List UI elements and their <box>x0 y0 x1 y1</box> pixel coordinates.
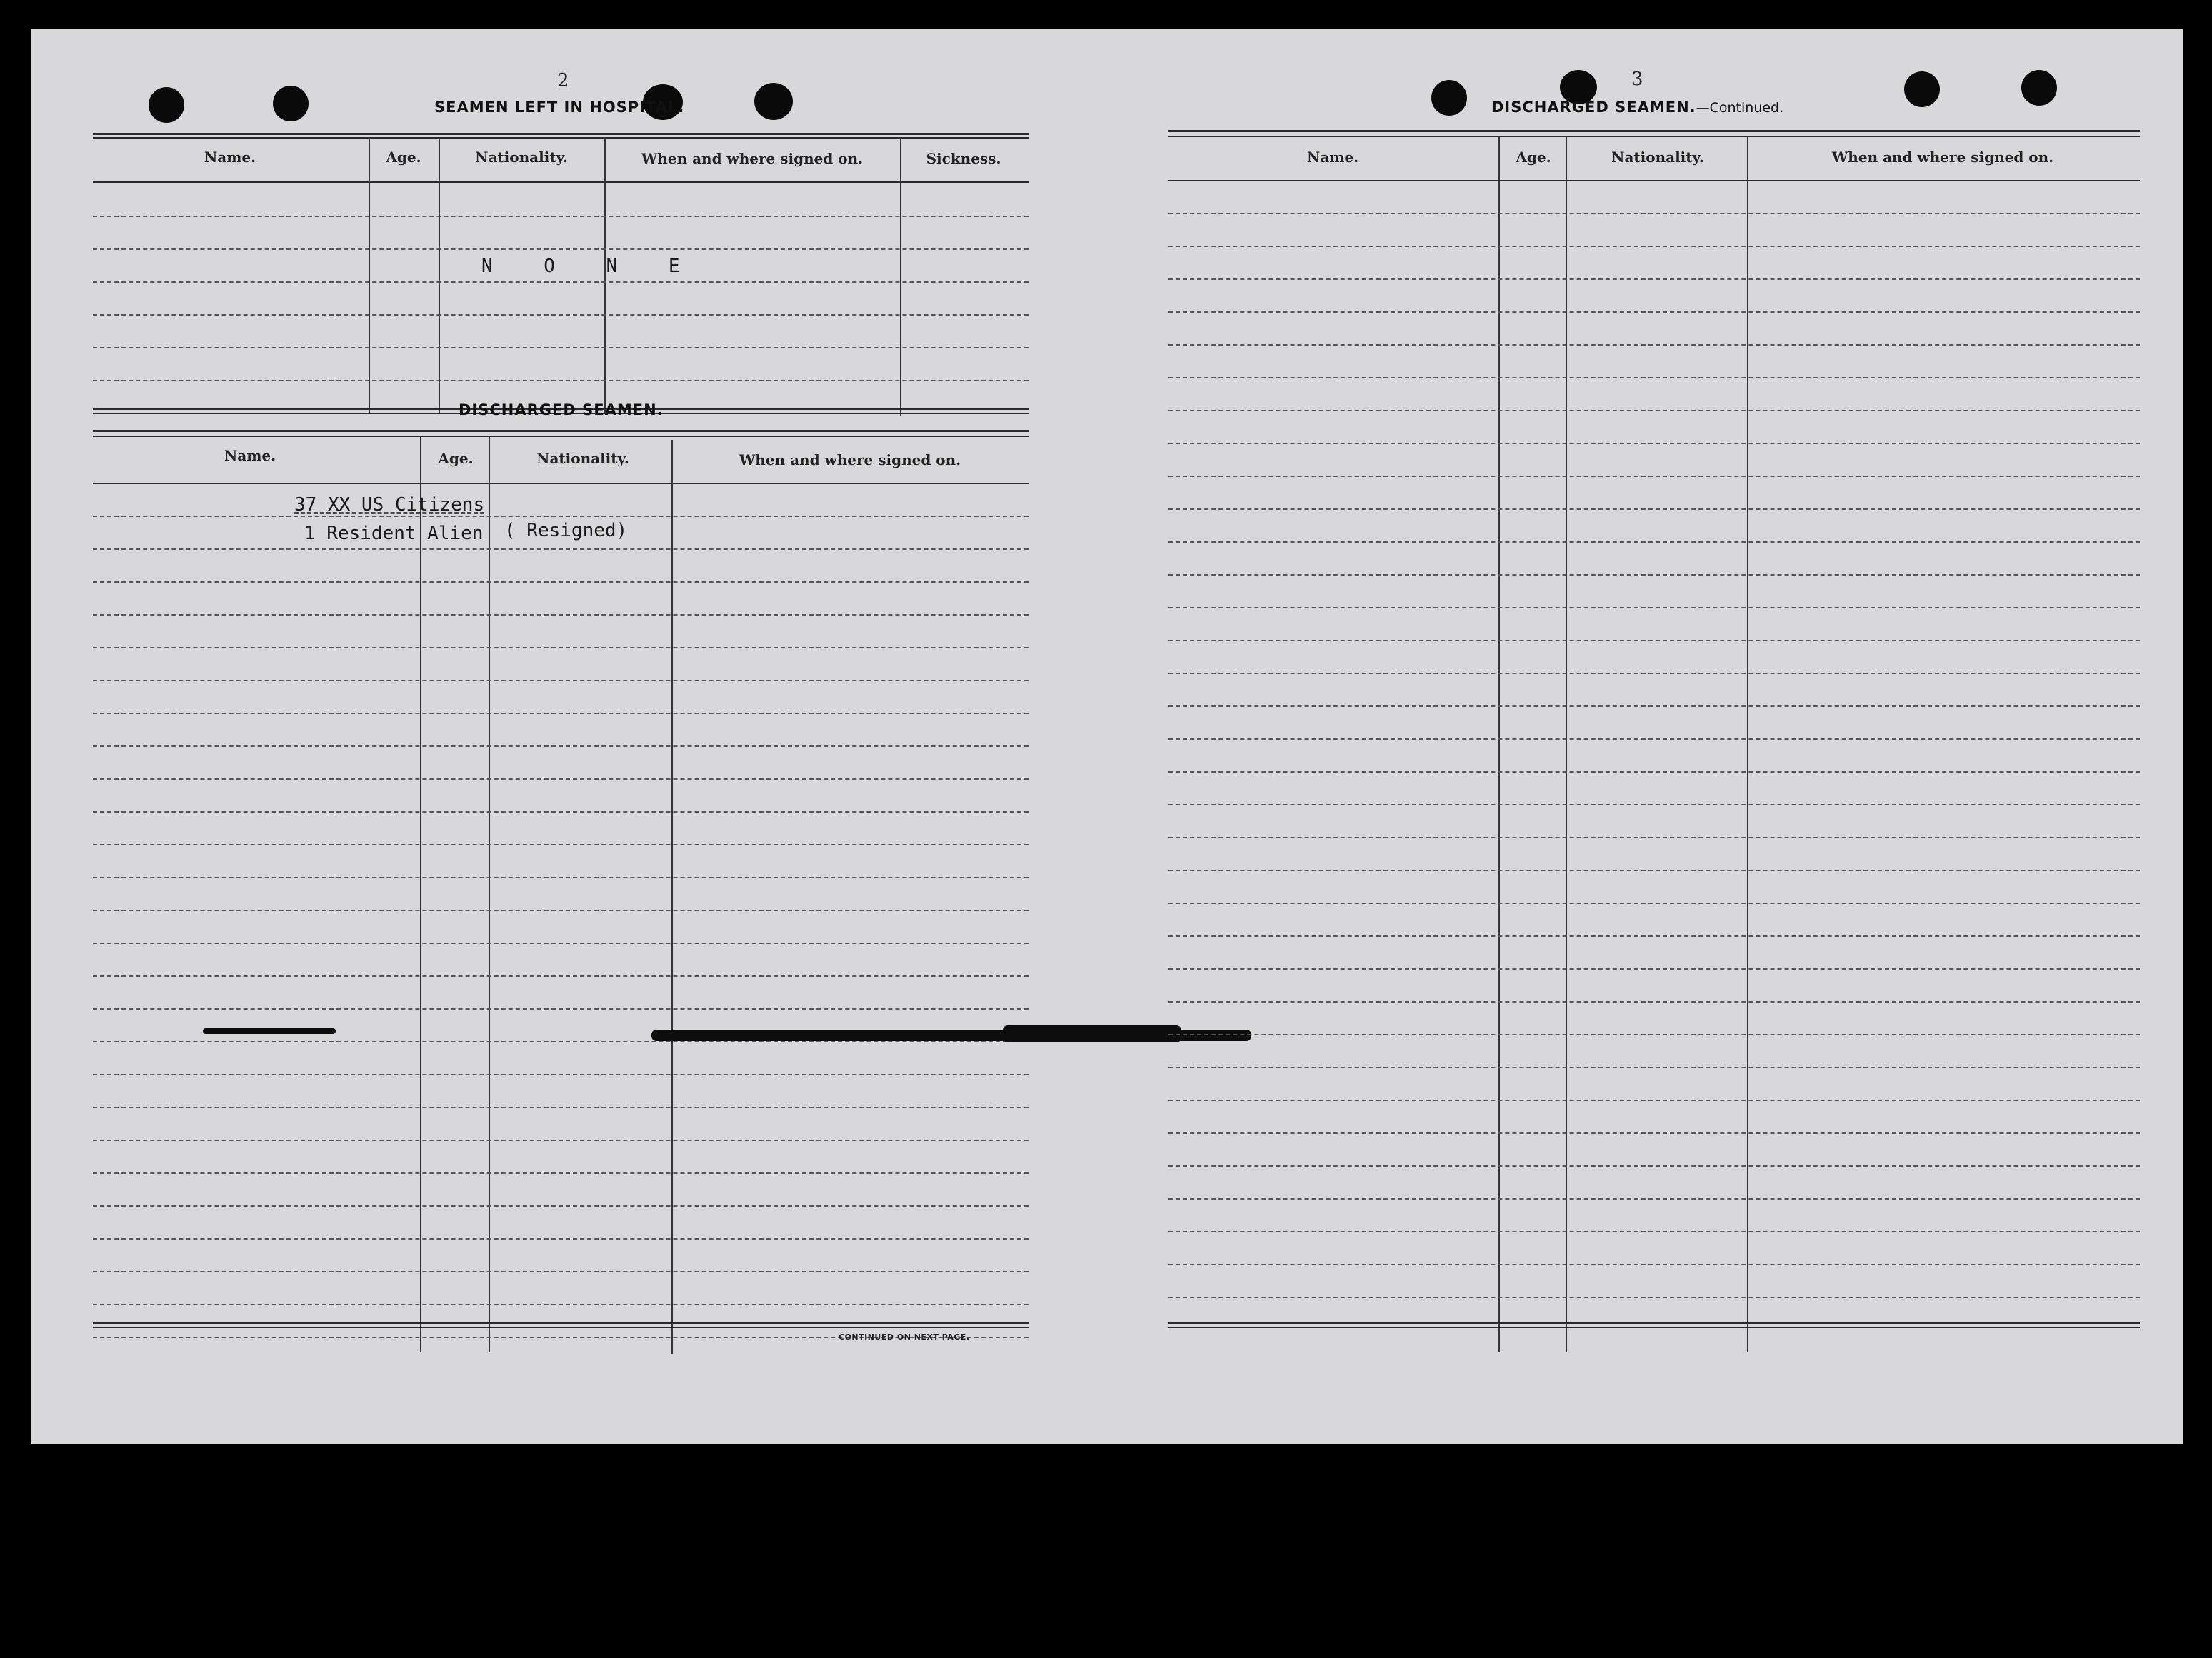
binding-smudge <box>203 1028 336 1034</box>
column-header-signed-on: When and where signed on. <box>1831 149 2054 166</box>
ruled-line <box>1168 738 2140 740</box>
punch-hole <box>149 87 184 123</box>
ruled-line <box>1168 278 2140 280</box>
ruled-line <box>1168 640 2140 641</box>
ruled-line <box>1168 1264 2140 1265</box>
ruled-line <box>1168 1132 2140 1134</box>
ruled-line <box>93 1041 1029 1042</box>
ruled-line <box>1168 837 2140 838</box>
column-divider <box>369 137 370 413</box>
binding-smudge <box>1003 1025 1181 1042</box>
ruled-line <box>93 614 1029 616</box>
ruled-line <box>1168 541 2140 543</box>
punch-hole <box>754 83 793 120</box>
discharged-section-title: DISCHARGED SEAMEN. <box>459 401 664 418</box>
ruled-line <box>1168 574 2140 576</box>
rule <box>1168 180 2140 181</box>
ruled-line <box>1168 935 2140 937</box>
column-header-age: Age. <box>1516 149 1551 166</box>
ruled-line <box>1168 311 2140 313</box>
punch-hole <box>2021 70 2057 106</box>
ruled-line <box>1168 771 2140 773</box>
ruled-line <box>93 1074 1029 1075</box>
ruled-line <box>93 1205 1029 1207</box>
page-number: 3 <box>1631 69 1643 90</box>
ruled-line <box>1168 344 2140 346</box>
ruled-line <box>93 1271 1029 1272</box>
ruled-line <box>93 778 1029 780</box>
column-header-sickness: Sickness. <box>926 150 1001 167</box>
ruled-line <box>93 1008 1029 1010</box>
ruled-line <box>1168 508 2140 510</box>
form-sheet <box>31 29 2183 1444</box>
column-header-age: Age. <box>386 149 421 166</box>
column-header-signed-on: When and where signed on. <box>739 451 961 468</box>
ruled-line <box>93 647 1029 648</box>
ruled-line <box>1168 968 2140 970</box>
ruled-line <box>93 1140 1029 1141</box>
column-divider <box>1566 136 1567 1352</box>
ruled-line <box>1168 476 2140 477</box>
ruled-line <box>93 281 1029 283</box>
column-header-nationality: Nationality. <box>536 450 629 467</box>
column-header-nationality: Nationality. <box>1611 149 1704 166</box>
continued-note: CONTINUED ON NEXT PAGE. <box>839 1332 970 1342</box>
ruled-line <box>1168 377 2140 378</box>
hospital-section-title: SEAMEN LEFT IN HOSPITAL. <box>434 99 685 116</box>
column-divider <box>900 137 901 416</box>
discharged-continued-title <box>1491 99 1783 116</box>
ruled-line <box>93 745 1029 747</box>
column-header-name: Name. <box>1306 149 1359 166</box>
ruled-line <box>93 1304 1029 1305</box>
column-divider <box>1498 136 1500 1352</box>
title-suffix: —Continued. <box>1696 100 1784 116</box>
rule <box>1168 1322 2140 1324</box>
ruled-line <box>1168 673 2140 674</box>
column-header-nationality: Nationality. <box>475 149 568 166</box>
rule <box>93 1322 1029 1324</box>
column-divider <box>489 437 490 1352</box>
ruled-line <box>93 910 1029 911</box>
ruled-line <box>1168 443 2140 444</box>
column-divider <box>671 440 673 1354</box>
rule <box>1168 1327 2140 1328</box>
ruled-line <box>93 1172 1029 1174</box>
column-header-name: Name. <box>224 447 276 464</box>
page-number: 2 <box>557 70 569 91</box>
ruled-line <box>93 1107 1029 1108</box>
ruled-line <box>93 314 1029 316</box>
ruled-line <box>1168 1231 2140 1232</box>
ruled-line <box>1168 804 2140 805</box>
ruled-line <box>93 216 1029 217</box>
rule <box>93 436 1029 437</box>
ruled-line <box>1168 1198 2140 1200</box>
ruled-line <box>1168 1297 2140 1298</box>
typed-entry-us-citizens: 37 XX US Citizens <box>294 494 485 516</box>
rule <box>1168 130 2140 132</box>
rule <box>1168 136 2140 137</box>
column-divider <box>420 437 421 1352</box>
rule <box>93 1327 1029 1328</box>
ruled-line <box>93 248 1029 250</box>
ruled-line <box>93 581 1029 583</box>
punch-hole <box>273 86 309 121</box>
ruled-line <box>93 713 1029 714</box>
ruled-line <box>1168 1165 2140 1167</box>
ruled-line <box>93 516 1029 517</box>
ruled-line <box>1168 705 2140 707</box>
ruled-line <box>93 877 1029 878</box>
typed-none-entry: N O N E <box>481 256 700 277</box>
rule <box>93 181 1029 183</box>
ruled-line <box>93 1238 1029 1240</box>
rule <box>93 483 1029 484</box>
punch-hole <box>1904 71 1940 107</box>
ruled-line <box>1168 213 2140 214</box>
ruled-line <box>1168 1034 2140 1035</box>
punch-hole <box>1431 80 1467 116</box>
ruled-line <box>1168 1001 2140 1003</box>
ruled-line <box>93 380 1029 381</box>
column-divider <box>439 137 440 413</box>
typed-entry-resident-alien: 1 Resident Alien <box>304 523 484 544</box>
ruled-line <box>1168 410 2140 411</box>
column-header-age: Age. <box>438 450 474 467</box>
ruled-line <box>93 975 1029 977</box>
title-text: DISCHARGED SEAMEN. <box>1491 99 1696 116</box>
ruled-line <box>1168 903 2140 904</box>
ruled-line <box>93 844 1029 845</box>
ruled-line <box>1168 607 2140 608</box>
column-divider <box>1747 136 1748 1352</box>
ruled-line <box>93 943 1029 944</box>
column-header-name: Name. <box>204 149 256 166</box>
rule <box>93 430 1029 432</box>
rule <box>93 133 1029 135</box>
ruled-line <box>93 347 1029 348</box>
typed-entry-resigned: ( Resigned) <box>504 520 628 541</box>
ruled-line <box>93 811 1029 813</box>
ruled-line <box>1168 246 2140 247</box>
ruled-line <box>1168 1067 2140 1068</box>
column-header-signed-on: When and where signed on. <box>641 150 864 167</box>
ruled-line <box>93 548 1029 550</box>
ruled-line <box>93 680 1029 681</box>
rule <box>93 137 1029 139</box>
ruled-line <box>1168 1100 2140 1101</box>
ruled-line <box>1168 870 2140 871</box>
